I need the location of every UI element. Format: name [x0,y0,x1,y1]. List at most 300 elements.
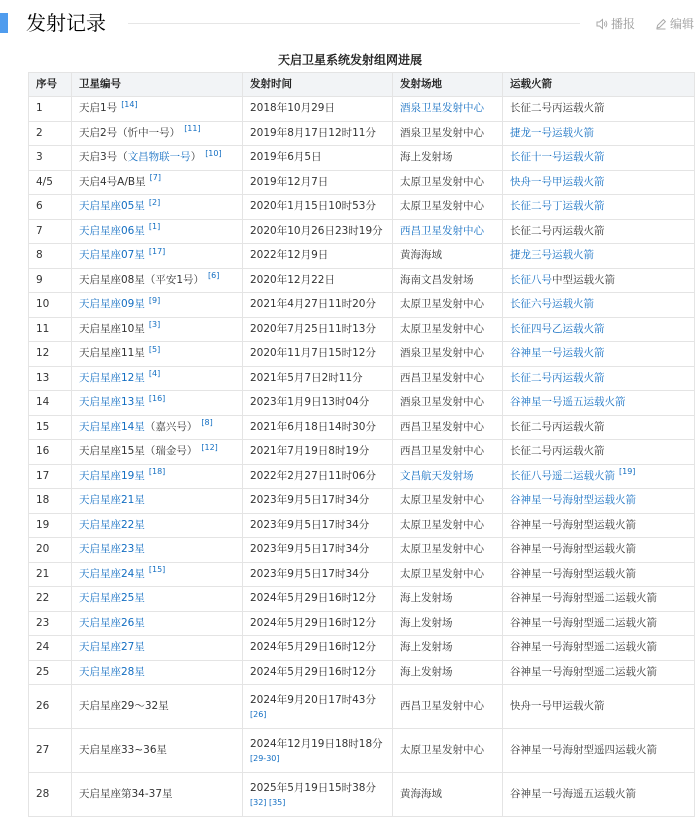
cell-launch-time [243,268,393,293]
satellite-name: 天启星座29～32星 [79,700,169,712]
cell-launch-site [393,636,503,661]
table-caption: 天启卫星系统发射组网进展 [277,53,422,67]
speaker-icon [596,18,608,30]
cell-rocket [503,146,695,171]
cell-rocket [503,773,695,817]
satellite-link[interactable]: 天启星座28星 [79,665,145,678]
cell-launch-time [243,685,393,729]
satellite-name: 天启4号A/B星 [79,175,146,188]
table-row [29,489,695,514]
rocket-name: 谷神星一号海遥五运载火箭 [510,788,636,800]
launch-time: 2021年4月27日11时20分 [250,298,376,311]
cell-rocket [503,293,695,318]
cell-launch-time [243,440,393,465]
rocket-name: 谷神星一号海射型运载火箭 [510,567,636,580]
launch-site: 西昌卫星发射中心 [400,700,484,712]
rocket-link[interactable]: 捷龙三号运载火箭 [510,249,594,262]
citation-ref[interactable]: [15] [148,565,166,575]
cell-satellite [72,773,243,817]
cell-no: 19 [29,513,72,538]
rocket-link[interactable]: 长征八号遥二运载火箭 [510,469,615,482]
cell-rocket [503,121,695,146]
table-row [29,464,695,489]
cell-no: 10 [29,293,72,318]
rocket-name: 长征二号丙运载火箭 [510,420,605,433]
launch-site-link[interactable]: 西昌卫星发射中心 [400,224,484,237]
rocket-name: 长征二号丙运载火箭 [510,102,605,115]
cell-satellite [72,268,243,293]
cell-rocket [503,366,695,391]
cell-launch-site [393,342,503,367]
table-row [29,293,695,318]
pencil-icon [655,18,667,30]
table-row [29,170,695,195]
cell-no: 18 [29,489,72,514]
table-row [29,146,695,171]
table-row [29,636,695,661]
launch-time: 2024年5月29日16时12分 [250,616,376,629]
launch-site: 海上发射场 [400,641,453,654]
cell-satellite [72,440,243,465]
rocket-name: 谷神星一号海射型遥二运载火箭 [510,665,657,678]
launch-time: 2020年12月22日 [250,273,335,286]
cell-launch-site [393,268,503,293]
cell-rocket [503,317,695,342]
cell-satellite [72,562,243,587]
satellite-link[interactable]: 天启星座27星 [79,641,145,654]
citation-ref[interactable]: [18] [148,467,166,477]
citation-ref[interactable]: [16] [148,393,166,403]
table-row [29,342,695,367]
launch-site: 太原卫星发射中心 [400,494,484,507]
rocket-name: 快舟一号甲运载火箭 [510,700,605,712]
section-accent-bar [0,13,8,33]
cell-launch-site [393,729,503,773]
satellite-name: 天启星座15星（瑞金号） [79,445,198,458]
rocket-link[interactable]: 长征二号丙运载火箭 [510,371,605,384]
cell-launch-time [243,342,393,367]
citation-ref[interactable]: [12] [201,442,218,452]
launch-time: 2024年5月29日16时12分 [250,641,376,654]
cell-satellite [72,538,243,563]
table-row [29,415,695,440]
citation-ref[interactable]: [19] [619,467,636,477]
launch-site-link[interactable]: 酒泉卫星发射中心 [400,102,484,115]
satellite-link[interactable]: 天启星座14星 [79,420,145,433]
cell-launch-site [393,219,503,244]
cell-satellite [72,391,243,416]
rocket-link[interactable]: 长征十一号运载火箭 [510,151,605,164]
launch-site: 西昌卫星发射中心 [400,371,484,384]
table-row [29,513,695,538]
cell-no: 15 [29,415,72,440]
table-row [29,660,695,685]
listen-label: 播报 [611,17,636,31]
launch-time: 2024年9月20日17时43分 [250,693,376,706]
launch-time: 2021年7月19日8时19分 [250,445,370,458]
cell-launch-time [243,97,393,122]
cell-rocket [503,219,695,244]
cell-launch-site [393,195,503,220]
satellite-suffix: （嘉兴号） [144,420,198,433]
cell-launch-time [243,773,393,817]
cell-launch-site [393,685,503,729]
cell-satellite [72,660,243,685]
citation-ref[interactable]: [10] [205,148,222,158]
cell-launch-site [393,244,503,269]
cell-satellite [72,415,243,440]
citation-ref[interactable]: [29-30] [250,753,280,763]
section-title: 发射记录 [26,11,106,35]
cell-rocket [503,513,695,538]
launch-site: 黄海海域 [400,249,442,262]
cell-rocket [503,660,695,685]
cell-launch-site [393,660,503,685]
satellite-link[interactable]: 天启星座05星 [79,200,145,213]
cell-launch-time [243,170,393,195]
launch-site: 海南文昌发射场 [400,273,474,286]
cell-rocket [503,170,695,195]
cell-launch-time [243,562,393,587]
launch-site: 黄海海域 [400,788,442,800]
launch-site: 太原卫星发射中心 [400,543,484,556]
launch-time: 2024年5月29日16时12分 [250,592,376,605]
table-row [29,391,695,416]
launch-site: 酒泉卫星发射中心 [400,396,484,409]
satellite-alias-link[interactable]: 文昌物联一号 [127,151,191,164]
cell-no: 27 [29,729,72,773]
cell-launch-site [393,366,503,391]
satellite-link[interactable]: 天启星座06星 [79,224,145,237]
cell-satellite [72,97,243,122]
cell-launch-time [243,513,393,538]
launch-site-link[interactable]: 文昌航天发射场 [400,469,474,482]
cell-rocket [503,729,695,773]
table-row [29,268,695,293]
cell-launch-time [243,195,393,220]
rocket-link[interactable]: 快舟一号甲运载火箭 [510,175,605,188]
cell-rocket [503,391,695,416]
cell-no: 9 [29,268,72,293]
cell-launch-time [243,489,393,514]
cell-launch-time [243,538,393,563]
launch-time: 2022年12月9日 [250,249,329,262]
cell-launch-site [393,464,503,489]
satellite-name: 天启1号 [79,102,118,115]
table-row [29,219,695,244]
cell-satellite [72,366,243,391]
header-rocket: 运载火箭 [503,73,695,97]
cell-launch-time [243,293,393,318]
launch-time: 2020年11月7日15时12分 [250,347,376,360]
cell-launch-time [243,660,393,685]
citation-ref[interactable]: [32] [35] [250,797,286,807]
citation-ref[interactable]: [26] [250,709,267,719]
table-row [29,562,695,587]
cell-launch-time [243,415,393,440]
launch-site: 西昌卫星发射中心 [400,420,484,433]
cell-launch-site [393,587,503,612]
table-row [29,538,695,563]
launch-time: 2023年1月9日13时04分 [250,396,370,409]
cell-launch-time [243,219,393,244]
launch-site: 太原卫星发射中心 [400,518,484,531]
edit-button[interactable] [655,16,694,32]
launch-time: 2020年10月26日23时19分 [250,224,383,237]
cell-satellite [72,317,243,342]
citation-ref[interactable]: [4] [148,369,161,379]
rocket-suffix: 中型运载火箭 [552,273,615,286]
cell-rocket [503,440,695,465]
table-row [29,587,695,612]
table-row [29,317,695,342]
launch-site: 酒泉卫星发射中心 [400,126,484,139]
launch-site: 海上发射场 [400,616,453,629]
cell-satellite [72,489,243,514]
satellite-link[interactable]: 天启星座23星 [79,543,145,556]
rocket-name: 谷神星一号海射型运载火箭 [510,543,636,556]
edit-label: 编辑 [670,17,695,31]
satellite-link[interactable]: 天启星座22星 [79,518,145,531]
launch-site: 海上发射场 [400,592,453,605]
cell-no: 20 [29,538,72,563]
cell-satellite [72,464,243,489]
cell-rocket [503,195,695,220]
cell-satellite [72,244,243,269]
cell-no: 3 [29,146,72,171]
cell-no: 7 [29,219,72,244]
launch-site: 太原卫星发射中心 [400,175,484,188]
launch-site: 海上发射场 [400,151,453,164]
launch-time: 2023年9月5日17时34分 [250,494,370,507]
citation-ref[interactable]: [11] [184,124,201,134]
rocket-name: 谷神星一号海射型遥二运载火箭 [510,641,657,654]
launch-time: 2023年9月5日17时34分 [250,518,370,531]
citation-ref[interactable]: [8] [201,418,213,428]
table-row [29,366,695,391]
table-row [29,97,695,122]
satellite-link[interactable]: 天启星座25星 [79,592,145,605]
launch-time: 2019年8月17日12时11分 [250,126,376,139]
table-row [29,773,695,817]
cell-no: 23 [29,611,72,636]
satellite-suffix: ） [190,151,202,164]
cell-rocket [503,489,695,514]
cell-launch-site [393,538,503,563]
cell-satellite [72,195,243,220]
header-time: 发射时间 [243,73,393,97]
cell-satellite [72,611,243,636]
table-row [29,244,695,269]
launch-site: 太原卫星发射中心 [400,298,484,311]
cell-satellite [72,219,243,244]
launch-time: 2025年5月19日15时38分 [250,781,376,794]
header-satellite: 卫星编号 [72,73,243,97]
cell-launch-site [393,611,503,636]
cell-rocket [503,636,695,661]
table-row [29,121,695,146]
cell-rocket [503,587,695,612]
cell-satellite [72,685,243,729]
citation-ref[interactable]: [3] [148,320,161,330]
citation-ref[interactable]: [17] [148,246,166,256]
cell-rocket [503,244,695,269]
satellite-link[interactable]: 天启星座26星 [79,616,145,629]
launch-time: 2019年12月7日 [250,175,329,188]
cell-rocket [503,342,695,367]
citation-ref[interactable]: [14] [121,99,138,109]
cell-satellite [72,146,243,171]
cell-satellite [72,121,243,146]
cell-rocket [503,538,695,563]
cell-rocket [503,464,695,489]
cell-no: 26 [29,685,72,729]
launch-time: 2020年7月25日11时13分 [250,322,376,335]
launch-time: 2024年5月29日16时12分 [250,665,376,678]
launch-site: 太原卫星发射中心 [400,567,484,580]
rocket-name: 谷神星一号海射型遥四运载火箭 [510,744,657,756]
citation-ref[interactable]: [5] [148,344,161,354]
rocket-link[interactable]: 长征六号运载火箭 [510,298,594,311]
satellite-name: 天启星座33~36星 [79,744,168,756]
launch-time: 2020年1月15日10时53分 [250,200,376,213]
cell-no: 11 [29,317,72,342]
launch-record-table [28,72,695,817]
cell-no: 21 [29,562,72,587]
listen-button[interactable] [596,16,635,32]
rocket-link[interactable]: 捷龙一号运载火箭 [510,126,594,139]
satellite-link[interactable]: 天启星座21星 [79,494,145,507]
rocket-link[interactable]: 谷神星一号遥五运载火箭 [510,396,626,409]
table-row [29,729,695,773]
cell-no: 12 [29,342,72,367]
cell-launch-site [393,562,503,587]
citation-ref[interactable]: [6] [208,271,220,281]
satellite-link[interactable]: 天启星座13星 [79,396,145,409]
cell-satellite [72,636,243,661]
cell-rocket [503,685,695,729]
cell-no: 24 [29,636,72,661]
cell-launch-site [393,146,503,171]
cell-launch-time [243,464,393,489]
cell-no: 1 [29,97,72,122]
cell-no: 25 [29,660,72,685]
satellite-link[interactable]: 天启星座09星 [79,298,145,311]
cell-launch-time [243,366,393,391]
rocket-link[interactable]: 长征四号乙运载火箭 [510,322,605,335]
cell-launch-site [393,170,503,195]
cell-launch-time [243,244,393,269]
cell-no: 6 [29,195,72,220]
satellite-name: 天启星座08星（平安1号） [79,273,205,286]
satellite-name: 天启3号（ [79,151,128,164]
cell-launch-site [393,440,503,465]
satellite-name: 天启星座11星 [79,347,145,360]
cell-satellite [72,293,243,318]
cell-launch-site [393,293,503,318]
cell-launch-time [243,391,393,416]
cell-rocket [503,97,695,122]
cell-no: 14 [29,391,72,416]
satellite-link[interactable]: 天启星座19星 [79,469,145,482]
cell-launch-site [393,489,503,514]
section-header [0,0,700,46]
launch-time: 2018年10月29日 [250,102,335,115]
rocket-name: 长征二号丙运载火箭 [510,224,605,237]
citation-ref[interactable]: [1] [148,222,161,232]
launch-time: 2021年6月18日14时30分 [250,420,376,433]
cell-launch-time [243,121,393,146]
table-row [29,611,695,636]
launch-time: 2023年9月5日17时34分 [250,567,370,580]
satellite-name: 天启2号（忻中一号） [79,126,181,139]
satellite-link[interactable]: 天启星座07星 [79,249,145,262]
cell-no: 22 [29,587,72,612]
cell-launch-time [243,587,393,612]
cell-no: 17 [29,464,72,489]
cell-no: 16 [29,440,72,465]
rocket-name: 谷神星一号海射型遥二运载火箭 [510,592,657,605]
citation-ref[interactable]: [2] [148,197,161,207]
cell-launch-time [243,729,393,773]
cell-no: 28 [29,773,72,817]
rocket-link[interactable]: 谷神星一号运载火箭 [510,347,605,360]
cell-rocket [503,415,695,440]
rocket-link[interactable]: 谷神星一号海射型运载火箭 [510,494,636,507]
cell-no: 4/5 [29,170,72,195]
cell-launch-time [243,611,393,636]
section-divider [128,23,580,24]
rocket-name: 谷神星一号海射型遥二运载火箭 [510,616,657,629]
rocket-name: 长征二号丙运载火箭 [510,445,605,458]
launch-site: 酒泉卫星发射中心 [400,347,484,360]
rocket-name: 谷神星一号海射型运载火箭 [510,518,636,531]
cell-launch-site [393,121,503,146]
launch-site: 太原卫星发射中心 [400,200,484,213]
launch-time: 2024年12月19日18时18分 [250,737,383,750]
rocket-link[interactable]: 长征二号丁运载火箭 [510,200,605,213]
cell-rocket [503,562,695,587]
satellite-link[interactable]: 天启星座24星 [79,567,145,580]
cell-satellite [72,342,243,367]
cell-launch-time [243,317,393,342]
satellite-name: 天启星座第34-37星 [79,788,173,800]
cell-satellite [72,513,243,538]
table-header-row [29,73,695,97]
cell-launch-site [393,97,503,122]
cell-launch-site [393,513,503,538]
citation-ref[interactable]: [7] [149,173,161,183]
cell-no: 13 [29,366,72,391]
cell-launch-site [393,773,503,817]
satellite-link[interactable]: 天启星座12星 [79,371,145,384]
launch-site: 太原卫星发射中心 [400,322,484,335]
cell-no: 2 [29,121,72,146]
cell-no: 8 [29,244,72,269]
citation-ref[interactable]: [9] [148,295,161,305]
cell-satellite [72,587,243,612]
cell-launch-site [393,415,503,440]
launch-site: 西昌卫星发射中心 [400,445,484,458]
launch-site: 海上发射场 [400,665,453,678]
header-no: 序号 [29,73,72,97]
cell-rocket [503,611,695,636]
launch-time: 2023年9月5日17时34分 [250,543,370,556]
cell-launch-site [393,317,503,342]
rocket-link[interactable]: 长征八号 [510,273,552,286]
launch-time: 2019年6月5日 [250,151,322,164]
cell-launch-time [243,146,393,171]
